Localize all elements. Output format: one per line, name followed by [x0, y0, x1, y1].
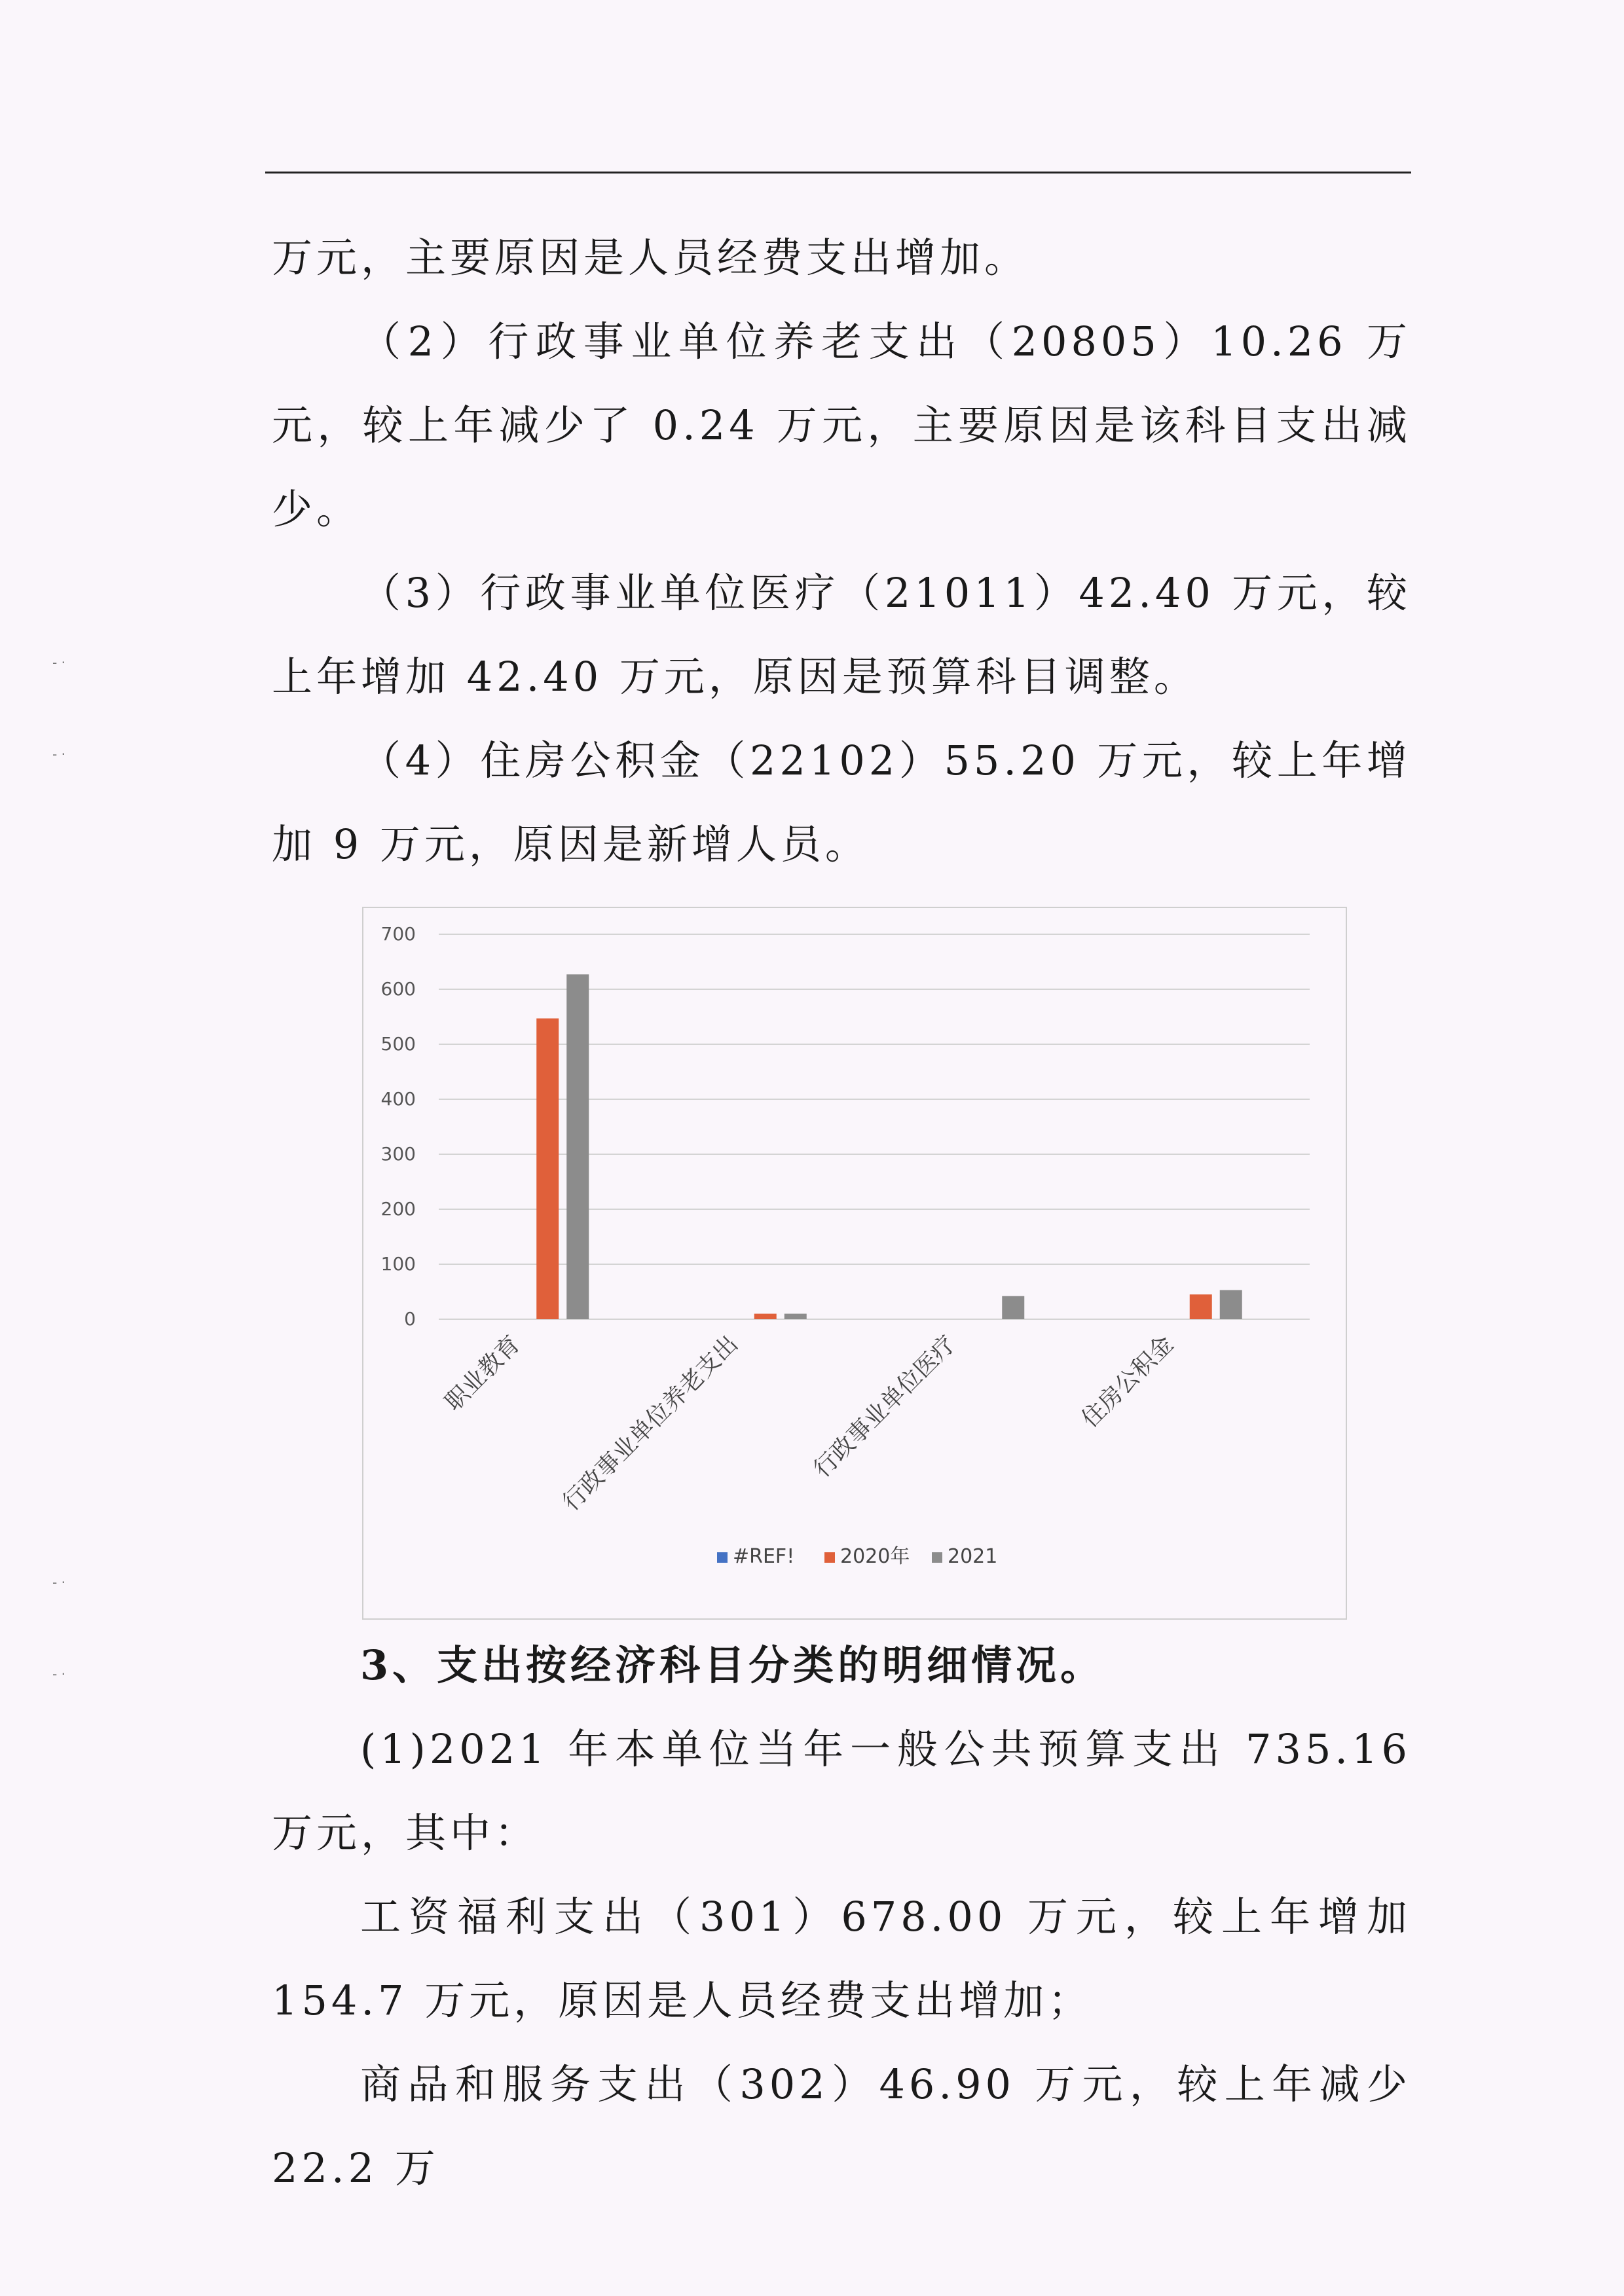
paragraph: 万元，主要原因是人员经费支出增加。 [272, 234, 1029, 282]
bar [1190, 1294, 1212, 1319]
bar-chart [362, 907, 1347, 1620]
paragraph: (1)2021 年本单位当年一般公共预算支出 735.16 万元，其中： [272, 1725, 1411, 1857]
x-tick-label: 住房公积金 [1076, 1330, 1179, 1433]
paragraph: 商品和服务支出（302）46.90 万元，较上年减少 22.2 万 [272, 2060, 1411, 2192]
legend-label: 2020年 [840, 1545, 910, 1568]
paragraph: （3）行政事业单位医疗（21011）42.40 万元，较上年增加 42.40 万元，原因是预算科目调整。 [272, 569, 1411, 701]
paragraph: （4）住房公积金（22102）55.20 万元，较上年增加 9 万元，原因是新增人员。 [272, 737, 1411, 868]
chart-svg [363, 908, 1346, 1618]
bar [1002, 1296, 1024, 1319]
bar [566, 974, 589, 1319]
scan-speck: - · [52, 655, 65, 670]
y-tick-label: 300 [380, 1143, 416, 1165]
bar [784, 1314, 807, 1319]
bar [1220, 1290, 1242, 1319]
y-tick-label: 200 [380, 1198, 416, 1220]
scan-speck: - · [52, 746, 65, 762]
x-tick-label: 行政事业单位医疗 [808, 1330, 961, 1484]
header-rule [265, 172, 1411, 173]
y-tick-label: 600 [380, 978, 416, 1000]
y-tick-label: 700 [380, 923, 416, 945]
text-section-1 [272, 216, 1411, 886]
y-tick-label: 100 [380, 1253, 416, 1275]
legend-swatch [717, 1552, 728, 1563]
bar [536, 1019, 559, 1319]
y-tick-label: 500 [380, 1033, 416, 1055]
paragraph: 工资福利支出（301）678.00 万元，较上年增加 154.7 万元，原因是人员经费支出增加； [272, 1893, 1411, 2024]
scan-speck: - · [52, 1575, 65, 1590]
x-tick-label: 行政事业单位养老支出 [557, 1330, 744, 1516]
legend-swatch [824, 1552, 835, 1563]
y-tick-label: 400 [380, 1088, 416, 1110]
section-heading: 3、支出按经济科目分类的明细情况。 [360, 1641, 1105, 1689]
y-tick-label: 0 [404, 1308, 416, 1330]
legend-label: 2021 [948, 1545, 998, 1568]
paragraph: （2）行政事业单位养老支出（20805）10.26 万元，较上年减少了 0.24 万元，主要原因是该科目支出减少。 [272, 318, 1411, 533]
text-section-2 [272, 1624, 1411, 2210]
bar [754, 1314, 777, 1319]
legend-label: #REF! [733, 1545, 795, 1568]
x-tick-label: 职业教育 [439, 1330, 526, 1417]
scan-speck: - · [52, 1666, 65, 1682]
legend-swatch [932, 1552, 942, 1563]
